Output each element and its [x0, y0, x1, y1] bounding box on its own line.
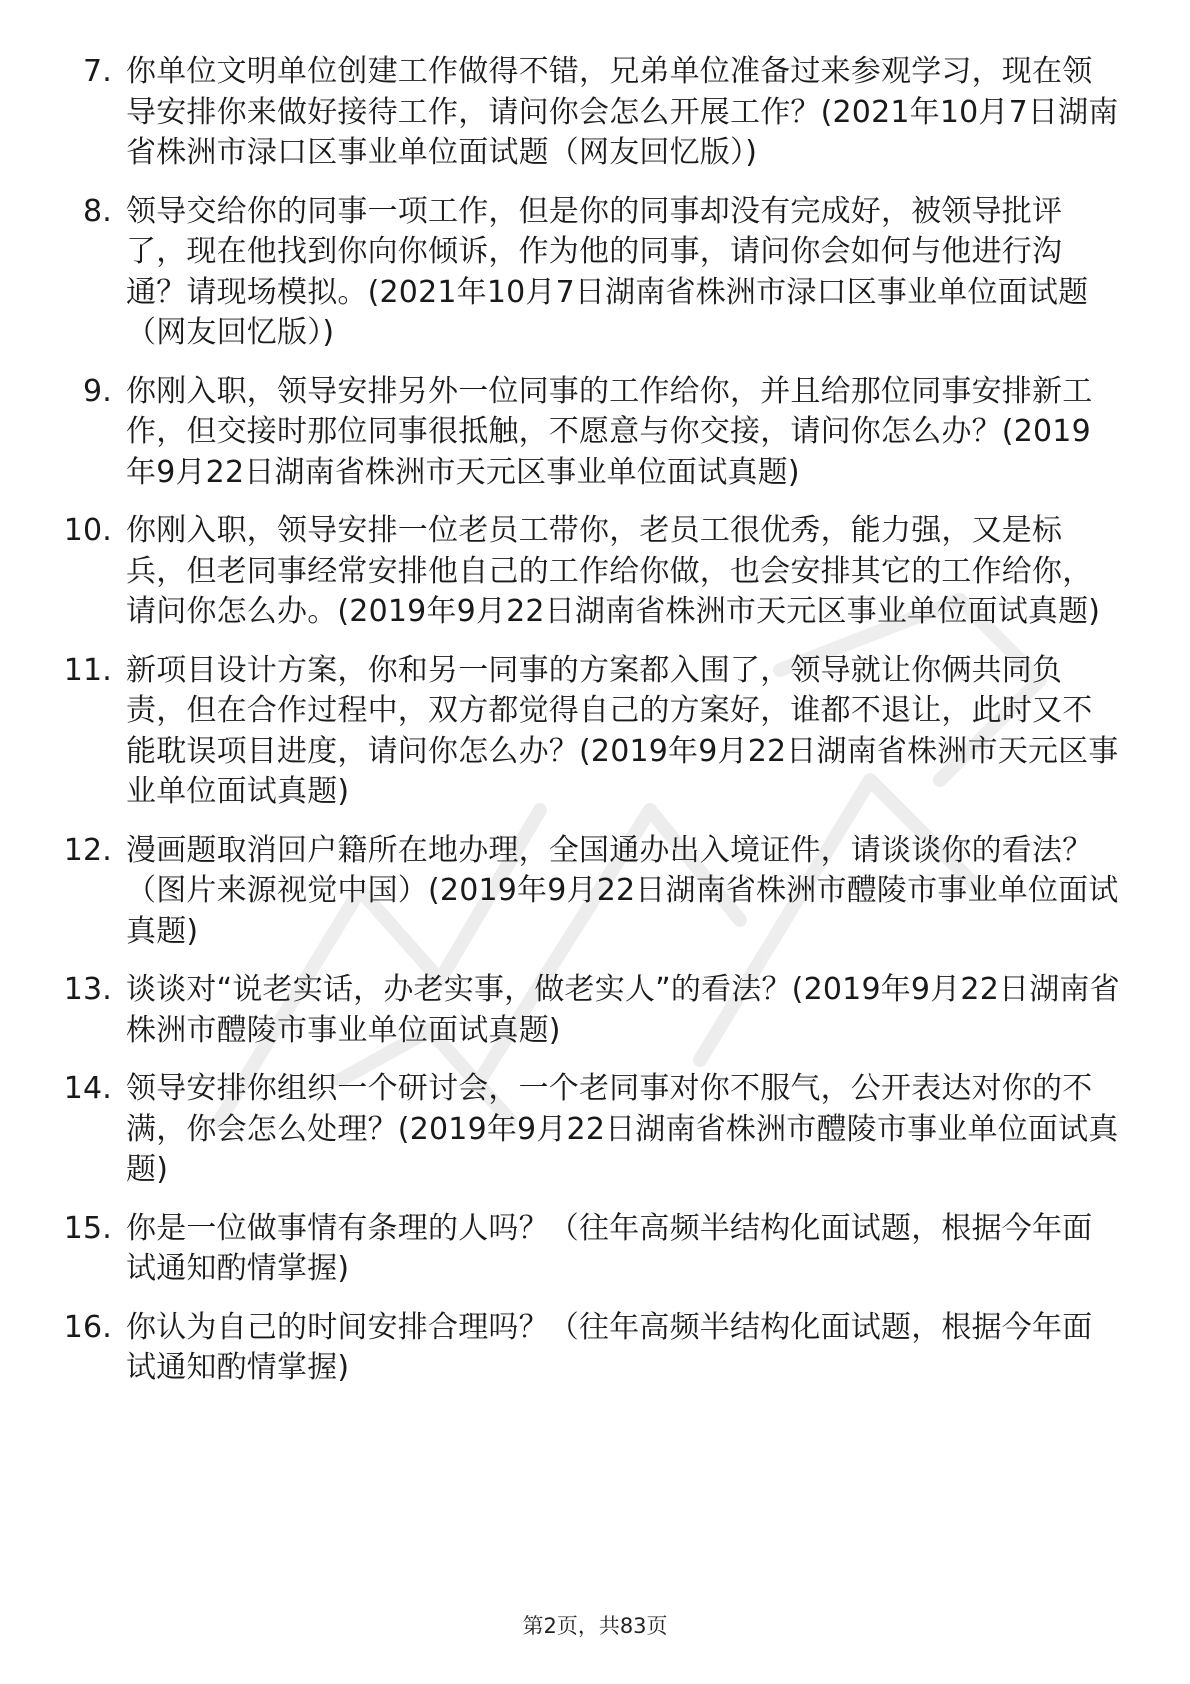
question-number: 10.	[63, 513, 112, 548]
question-text: 新项目设计方案，你和另一同事的方案都入围了，领导就让你俩共同负责，但在合作过程中，双方都觉得自己的方案好，谁都不退让，此时又不能耽误项目进度，请问你怎么办？(2019年9月22日湖南省株洲市天元区事业单位面试真题)	[126, 652, 1119, 809]
question-item	[60, 651, 1120, 813]
question-text: 你是一位做事情有条理的人吗？（往年高频半结构化面试题，根据今年面试通知酌情掌握)	[126, 1210, 1093, 1286]
question-number: 13.	[63, 972, 112, 1007]
question-text: 漫画题取消回户籍所在地办理，全国通办出入境证件，请谈谈你的看法？（图片来源视觉中国）(2019年9月22日湖南省株洲市醴陵市事业单位面试真题)	[126, 832, 1119, 949]
question-text: 领导安排你组织一个研讨会，一个老同事对你不服气，公开表达对你的不满，你会怎么处理？(2019年9月22日湖南省株洲市醴陵市事业单位面试真题)	[126, 1071, 1119, 1187]
question-number: 16.	[63, 1309, 112, 1345]
question-number: 8.	[82, 193, 112, 229]
question-text: 你刚入职，领导安排一位老员工带你，老员工很优秀，能力强，又是标兵，但老同事经常安排他自己的工作给你做，也会安排其它的工作给你，请问你怎么办。(2019年9月22日湖南省株洲市天元区事业单位面试真题)	[126, 513, 1101, 629]
page-number-footer: 第2页，共83页	[522, 1614, 668, 1638]
question-text: 谈谈对“说老实话，办老实事，做老实人”的看法？(2019年9月22日湖南省株洲市醴陵市事业单位面试真题)	[126, 972, 1120, 1048]
question-number: 7.	[82, 54, 112, 89]
question-list	[60, 52, 1120, 1407]
question-number: 9.	[82, 373, 112, 409]
question-text: 你刚入职，领导安排另外一位同事的工作给你，并且给那位同事安排新工作，但交接时那位同事很抵触，不愿意与你交接，请问你怎么办？(2019年9月22日湖南省株洲市天元区事业单位面试真题)	[126, 373, 1093, 490]
question-item	[60, 511, 1120, 633]
question-item	[60, 831, 1120, 953]
question-item	[60, 1069, 1120, 1191]
question-item	[60, 1308, 1120, 1389]
question-number: 12.	[63, 832, 112, 868]
question-text: 你认为自己的时间安排合理吗？（往年高频半结构化面试题，根据今年面试通知酌情掌握)	[126, 1309, 1093, 1385]
question-number: 15.	[63, 1210, 112, 1246]
question-item	[60, 192, 1120, 354]
question-item	[60, 52, 1120, 174]
question-text: 你单位文明单位创建工作做得不错，兄弟单位准备过来参观学习，现在领导安排你来做好接待工作，请问你会怎么开展工作？(2021年10月7日湖南省株洲市渌口区事业单位面试题（网友回忆版）)	[126, 54, 1119, 170]
question-item	[60, 970, 1120, 1051]
question-item	[60, 372, 1120, 494]
question-number: 14.	[63, 1071, 112, 1106]
question-item	[60, 1209, 1120, 1290]
question-text: 领导交给你的同事一项工作，但是你的同事却没有完成好，被领导批评了，现在他找到你向你倾诉，作为他的同事，请问你会如何与他进行沟通？请现场模拟。(2021年10月7日湖南省株洲市渌口区事业单位面试题（网友回忆版）)	[126, 193, 1089, 350]
question-number: 11.	[63, 652, 112, 688]
